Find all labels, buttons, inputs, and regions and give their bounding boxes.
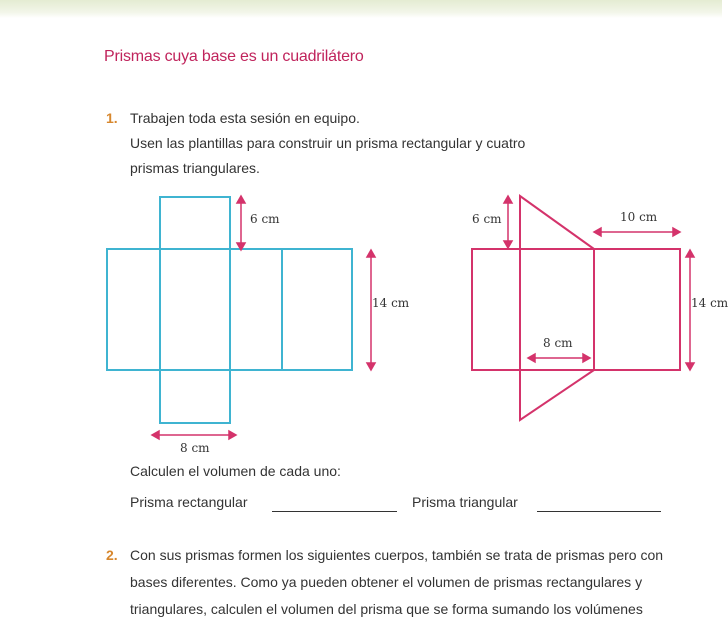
tri-net-base-label: 8 cm [543,336,573,350]
rect-prism-label: Prisma rectangular [130,494,248,510]
tri-net-bottom-triangle [520,370,594,420]
tri-net-width-arrowhead-right [673,228,680,236]
question-1-line-2: Usen las plantillas para construir un prisma rectangular y cuatro [130,135,526,151]
rect-prism-answer-blank[interactable] [272,511,397,512]
tri-net-faces [472,196,680,420]
question-2-line-2: bases diferentes. Como ya pueden obtener el volumen de prismas rectangulares y [130,574,643,590]
question-1-line-3: prismas triangulares. [130,160,260,176]
tri-net-length-arrowhead-top [686,250,694,257]
question-2-line-1: Con sus prismas formen los siguientes cuerpos, también se trata de prismas pero con [130,547,664,563]
question-1-number: 1. [106,110,118,126]
tri-net-width-arrowhead-left [594,228,601,236]
tri-net-height-arrowhead-top [504,196,512,203]
rect-net-length-label: 14 cm [372,296,410,310]
tri-net-base-arrowhead-right [583,354,590,362]
rect-net-width-label: 8 cm [180,441,210,455]
rect-net-height-label: 6 cm [250,212,280,226]
question-2-line-3: triangulares, calculen el volumen del prisma que se forma sumando los volúmenes [130,601,643,617]
tri-net-height-arrowhead-bottom [504,241,512,248]
question-2-number: 2. [106,547,118,563]
tri-net-lateral-strip [472,249,680,370]
tri-net-length-label: 14 cm [691,296,728,310]
tri-prism-answer-blank[interactable] [537,511,661,512]
tri-net-base-arrowhead-left [528,354,535,362]
tri-prism-label: Prisma triangular [412,494,518,510]
question-1-line-1: Trabajen toda esta sesión en equipo. [130,110,360,126]
tri-net-top-triangle [520,196,594,249]
volume-prompt: Calculen el volumen de cada uno: [130,463,341,479]
tri-net-length-arrowhead-bottom [686,363,694,370]
tri-net-width-label: 10 cm [620,210,658,224]
section-title: Prismas cuya base es un cuadrilátero [104,48,364,65]
tri-net-height-label: 6 cm [472,212,502,226]
